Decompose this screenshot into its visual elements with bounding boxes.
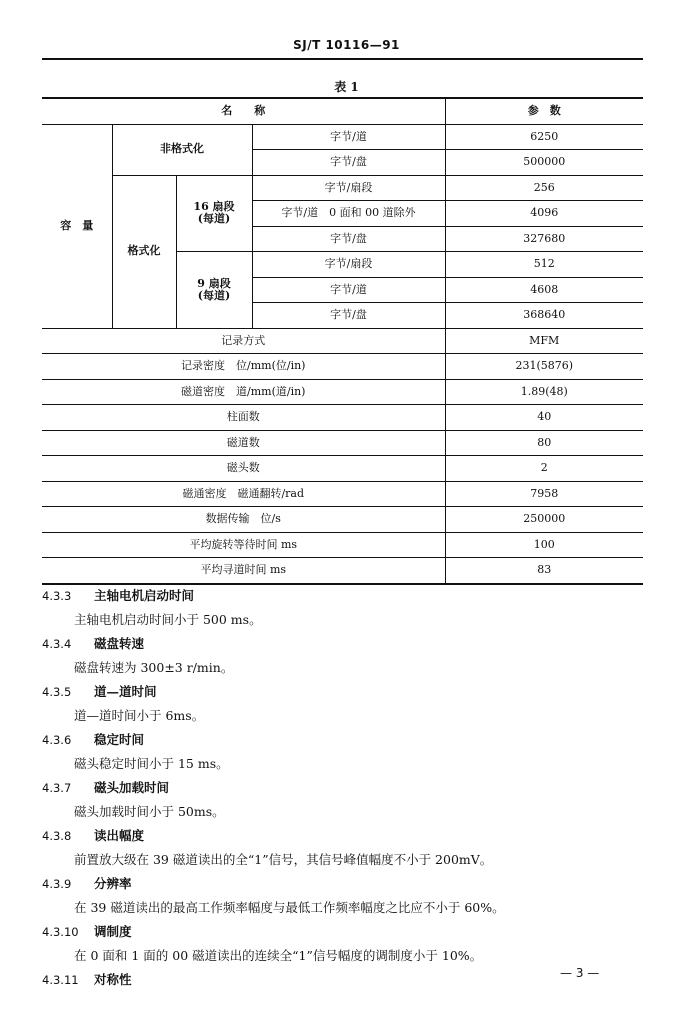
- section-heading: [42, 874, 662, 892]
- section-body: 在 39 磁道读出的最高工作频率幅度与最低工作频率幅度之比应不小于 60%。: [74, 900, 505, 915]
- section-heading: [42, 730, 662, 748]
- section-body: 磁头加载时间小于 50ms。: [74, 804, 225, 819]
- row-value: 231(5876): [445, 354, 643, 380]
- section-title: 调制度: [94, 924, 132, 939]
- table-row: [42, 328, 643, 354]
- section-title: 稳定时间: [94, 732, 145, 747]
- row-value: 500000: [445, 150, 643, 176]
- section-heading: [42, 826, 662, 844]
- section-number: 4.3.8: [42, 829, 72, 843]
- section-number: 4.3.6: [42, 733, 72, 747]
- table-row: [42, 405, 643, 431]
- row-label: 字节/道: [252, 277, 445, 303]
- row-value: 7958: [445, 481, 643, 507]
- row-value: 80: [445, 430, 643, 456]
- section-body: 在 0 面和 1 面的 00 磁道读出的连续全“1”信号幅度的调制度小于 10%。: [74, 948, 483, 963]
- row-value: 250000: [445, 507, 643, 533]
- table-row: [42, 124, 643, 150]
- sec16-line1: 16 扇段: [193, 200, 235, 214]
- table-header-row: [42, 98, 643, 124]
- row-value: 83: [445, 558, 643, 584]
- row-value: 512: [445, 252, 643, 278]
- section-title: 读出幅度: [94, 828, 145, 843]
- unformatted-label: 非格式化: [112, 124, 252, 175]
- sec9-line1: 9 扇段: [197, 276, 231, 290]
- section-number: 4.3.11: [42, 973, 79, 987]
- row-label: 字节/道 0 面和 00 道除外: [252, 201, 445, 227]
- row-label: 磁道密度 道/mm(道/in): [42, 379, 445, 405]
- table-row: [42, 456, 643, 482]
- page-number: — 3 —: [560, 966, 600, 980]
- row-label: 字节/扇段: [252, 252, 445, 278]
- standard-header: SJ/T 10116—91: [293, 38, 400, 52]
- section-title: 分辨率: [94, 876, 132, 891]
- row-label: 记录方式: [42, 328, 445, 354]
- row-label: 平均旋转等待时间 ms: [42, 532, 445, 558]
- row-label: 数据传输 位/s: [42, 507, 445, 533]
- table-row: [42, 481, 643, 507]
- section-body: 磁头稳定时间小于 15 ms。: [74, 756, 229, 771]
- row-label: 记录密度 位/mm(位/in): [42, 354, 445, 380]
- row-value: 6250: [445, 124, 643, 150]
- row-label: 字节/盘: [252, 303, 445, 329]
- row-label: 平均寻道时间 ms: [42, 558, 445, 584]
- section-body: 磁盘转速为 300±3 r/min。: [74, 660, 234, 675]
- row-value: 100: [445, 532, 643, 558]
- row-value: 4096: [445, 201, 643, 227]
- sec9-line2: (每道): [197, 288, 231, 302]
- table-row: [42, 558, 643, 584]
- capacity-label: 容 量: [42, 124, 112, 328]
- sec9-label: [176, 252, 252, 329]
- section-title: 对称性: [94, 972, 132, 987]
- row-value: 4608: [445, 277, 643, 303]
- section-heading: [42, 634, 662, 652]
- row-label: 字节/盘: [252, 226, 445, 252]
- row-label: 字节/扇段: [252, 175, 445, 201]
- row-value: MFM: [445, 328, 643, 354]
- table-row: [42, 354, 643, 380]
- section-number: 4.3.9: [42, 877, 72, 891]
- row-label: 柱面数: [42, 405, 445, 431]
- row-value: 256: [445, 175, 643, 201]
- row-value: 2: [445, 456, 643, 482]
- spec-table: [42, 97, 643, 585]
- section-body: 前置放大级在 39 磁道读出的全“1”信号，其信号峰值幅度不小于 200mV。: [74, 852, 493, 867]
- section-title: 道—道时间: [94, 684, 157, 699]
- section-heading: [42, 586, 662, 604]
- section-number: 4.3.7: [42, 781, 72, 795]
- section-heading: [42, 922, 662, 940]
- column-header-param: 参 数: [445, 98, 643, 124]
- row-value: 40: [445, 405, 643, 431]
- row-label: 磁道数: [42, 430, 445, 456]
- table-caption: 表 1: [334, 80, 359, 94]
- table-row: [42, 379, 643, 405]
- sec16-line2: (每道): [197, 212, 231, 226]
- row-value: 368640: [445, 303, 643, 329]
- header-rule: [42, 58, 643, 60]
- row-value: 327680: [445, 226, 643, 252]
- table-row: [42, 532, 643, 558]
- column-header-name: 名 称: [42, 98, 445, 124]
- formatted-label: 格式化: [112, 175, 176, 328]
- section-title: 磁盘转速: [94, 636, 145, 651]
- sec16-label: [176, 175, 252, 252]
- row-label: 磁头数: [42, 456, 445, 482]
- section-number: 4.3.10: [42, 925, 79, 939]
- section-body: 主轴电机启动时间小于 500 ms。: [74, 612, 262, 627]
- table-row: [42, 175, 643, 201]
- section-body: 道—道时间小于 6ms。: [74, 708, 205, 723]
- section-number: 4.3.5: [42, 685, 72, 699]
- table-row: [42, 430, 643, 456]
- row-label: 字节/盘: [252, 150, 445, 176]
- section-heading: [42, 778, 662, 796]
- table-row: [42, 507, 643, 533]
- row-label: 字节/道: [252, 124, 445, 150]
- section-title: 磁头加载时间: [94, 780, 170, 795]
- section-heading: [42, 682, 662, 700]
- section-number: 4.3.4: [42, 637, 72, 651]
- row-value: 1.89(48): [445, 379, 643, 405]
- row-label: 磁通密度 磁通翻转/rad: [42, 481, 445, 507]
- section-title: 主轴电机启动时间: [94, 588, 195, 603]
- section-number: 4.3.3: [42, 589, 72, 603]
